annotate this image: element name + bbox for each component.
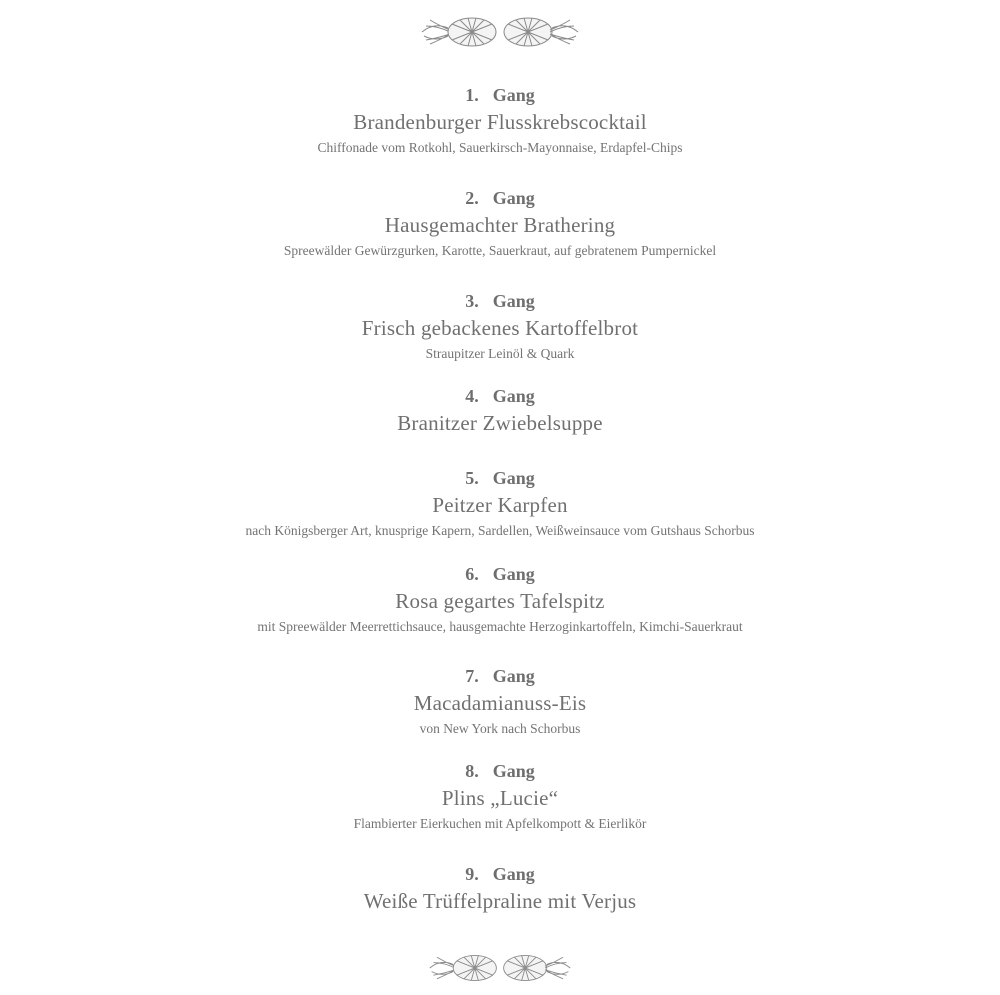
course-6 bbox=[0, 563, 1000, 637]
top-ornament bbox=[0, 12, 1000, 52]
course-7 bbox=[0, 665, 1000, 739]
course-title: Brandenburger Flusskrebscocktail bbox=[353, 110, 647, 134]
course-title: Rosa gegartes Tafelspitz bbox=[395, 589, 605, 613]
course-2 bbox=[0, 187, 1000, 261]
course-number: 1. Gang bbox=[465, 85, 535, 105]
course-title: Branitzer Zwiebelsuppe bbox=[397, 411, 603, 435]
course-number: 5. Gang bbox=[465, 468, 535, 488]
course-title: Macadamianuss-Eis bbox=[413, 691, 587, 715]
course-title: Frisch gebackenes Kartoffelbrot bbox=[361, 316, 639, 340]
bottom-ornament bbox=[0, 950, 1000, 986]
course-description: nach Königsberger Art, knusprige Kapern, Sardellen, Weißweinsauce vom Gutshaus Schorbus bbox=[245, 523, 755, 538]
course-description: mit Spreewälder Meerrettichsauce, hausgemachte Herzoginkartoffeln, Kimchi-Sauerkraut bbox=[257, 619, 743, 634]
course-number: 8. Gang bbox=[465, 761, 535, 781]
course-description: Spreewälder Gewürzgurken, Karotte, Sauerkraut, auf gebratenem Pumpernickel bbox=[283, 243, 717, 258]
course-description: Flambierter Eierkuchen mit Apfelkompott & Eierlikör bbox=[353, 816, 647, 831]
course-number: 2. Gang bbox=[465, 188, 535, 208]
course-description: Chiffonade vom Rotkohl, Sauerkirsch-Mayonnaise, Erdapfel-Chips bbox=[317, 140, 683, 155]
pineapple-ornament-icon bbox=[420, 950, 580, 986]
course-number: 9. Gang bbox=[465, 864, 535, 884]
course-5 bbox=[0, 467, 1000, 541]
course-4 bbox=[0, 385, 1000, 437]
course-title: Hausgemachter Brathering bbox=[384, 213, 616, 237]
course-description: Straupitzer Leinöl & Quark bbox=[425, 346, 575, 361]
course-8 bbox=[0, 760, 1000, 834]
course-3 bbox=[0, 290, 1000, 364]
course-9 bbox=[0, 863, 1000, 915]
pineapple-ornament-icon bbox=[420, 12, 580, 52]
course-title: Weiße Trüffelpraline mit Verjus bbox=[363, 889, 637, 913]
course-number: 4. Gang bbox=[465, 386, 535, 406]
course-description: von New York nach Schorbus bbox=[419, 721, 581, 736]
course-title: Plins „Lucie“ bbox=[441, 786, 559, 810]
course-title: Peitzer Karpfen bbox=[432, 493, 568, 517]
course-number: 7. Gang bbox=[465, 666, 535, 686]
course-number: 3. Gang bbox=[465, 291, 535, 311]
course-number: 6. Gang bbox=[465, 564, 535, 584]
course-1 bbox=[0, 84, 1000, 158]
